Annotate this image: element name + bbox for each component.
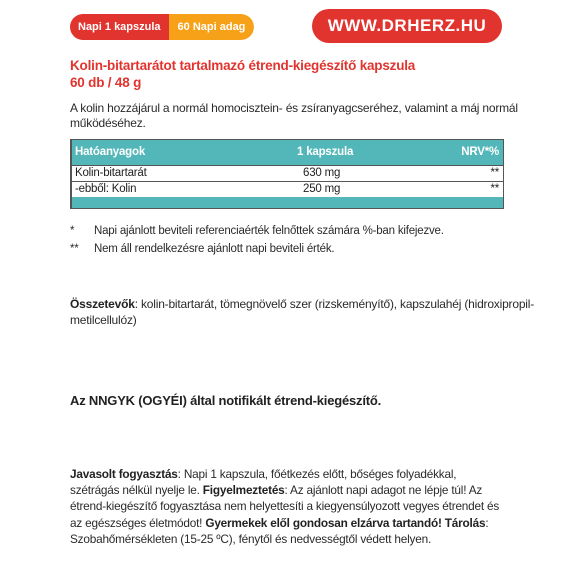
table-divider (71, 140, 72, 208)
ingredients-label: Összetevők (70, 297, 135, 311)
row-amount: 250 mg (303, 183, 341, 195)
daily-dose-badge-group (70, 14, 254, 40)
warning-label: Figyelmeztetés (202, 483, 285, 498)
header-per-capsule: 1 kapszula (297, 146, 354, 158)
usage-text: : Napi 1 kapszula, főétkezés előtt, bőséges folyadékkal, szétrágás nélkül nyelje le. (70, 467, 457, 498)
header-ingredients: Hatóanyagok (75, 146, 146, 158)
row-name: -ebből: Kolin (75, 183, 137, 195)
product-title (70, 57, 540, 91)
footnote-mark: ** (70, 243, 79, 255)
usage-section (70, 466, 506, 547)
row-nrv: ** (490, 183, 499, 195)
daily-dose-badge: Napi 1 kapszula (70, 14, 169, 40)
table-row (71, 182, 503, 197)
footnote-text: Napi ajánlott beviteli referenciaérték felnőttek számára %-ban kifejezve. (94, 225, 444, 237)
table-header-row (71, 140, 503, 166)
footnote (70, 240, 540, 258)
notification-statement: Az NNGYK (OGYÉI) által notifikált étrend-kiegészítő. (70, 393, 382, 408)
footnotes (70, 222, 540, 258)
storage-label: Gyermekek elől gondosan elzárva tartandó! Tárolás (205, 515, 486, 530)
product-intro: A kolin hozzájárul a normál homocisztein- és zsíranyagcseréhez, valamint a máj normál működéséhez. (70, 101, 518, 130)
storage-text: : Szobahőmérsékleten (15-25 ºC), fénytől és nedvességtől védett helyen. (70, 515, 489, 546)
warning-text: : Az ajánlott napi adagot ne lépje túl! Az étrend-kiegészítő fogyasztása nem helyettesíti a kiegyensúlyozott vegyes étrendet és az egészséges életmódot! (70, 483, 500, 530)
row-name: Kolin-bitartarát (75, 167, 147, 179)
product-title-line2: 60 db / 48 g (70, 75, 142, 90)
row-amount: 630 mg (303, 167, 341, 179)
ingredients-text: : kolin-bitartarát, tömegnövelő szer (rizskeményítő), kapszulahéj (hidroxipropil-metilcellulóz) (70, 297, 535, 327)
ingredients-section (70, 296, 540, 328)
website-link[interactable]: WWW.DRHERZ.HU (312, 9, 502, 43)
header-nrv: NRV*% (461, 146, 499, 158)
row-nrv: ** (490, 167, 499, 179)
table-footer-bar (71, 197, 503, 208)
nutrition-table (70, 139, 504, 209)
footnote-text: Nem áll rendelkezésre ajánlott napi beviteli érték. (94, 243, 335, 255)
servings-badge: 60 Napi adag (169, 14, 255, 40)
table-row (71, 166, 503, 182)
usage-label: Javasolt fogyasztás (70, 467, 178, 481)
footnote-mark: * (70, 225, 75, 237)
product-title-line1: Kolin-bitartarátot tartalmazó étrend-kiegészítő kapszula (70, 58, 416, 73)
footnote (70, 222, 540, 240)
